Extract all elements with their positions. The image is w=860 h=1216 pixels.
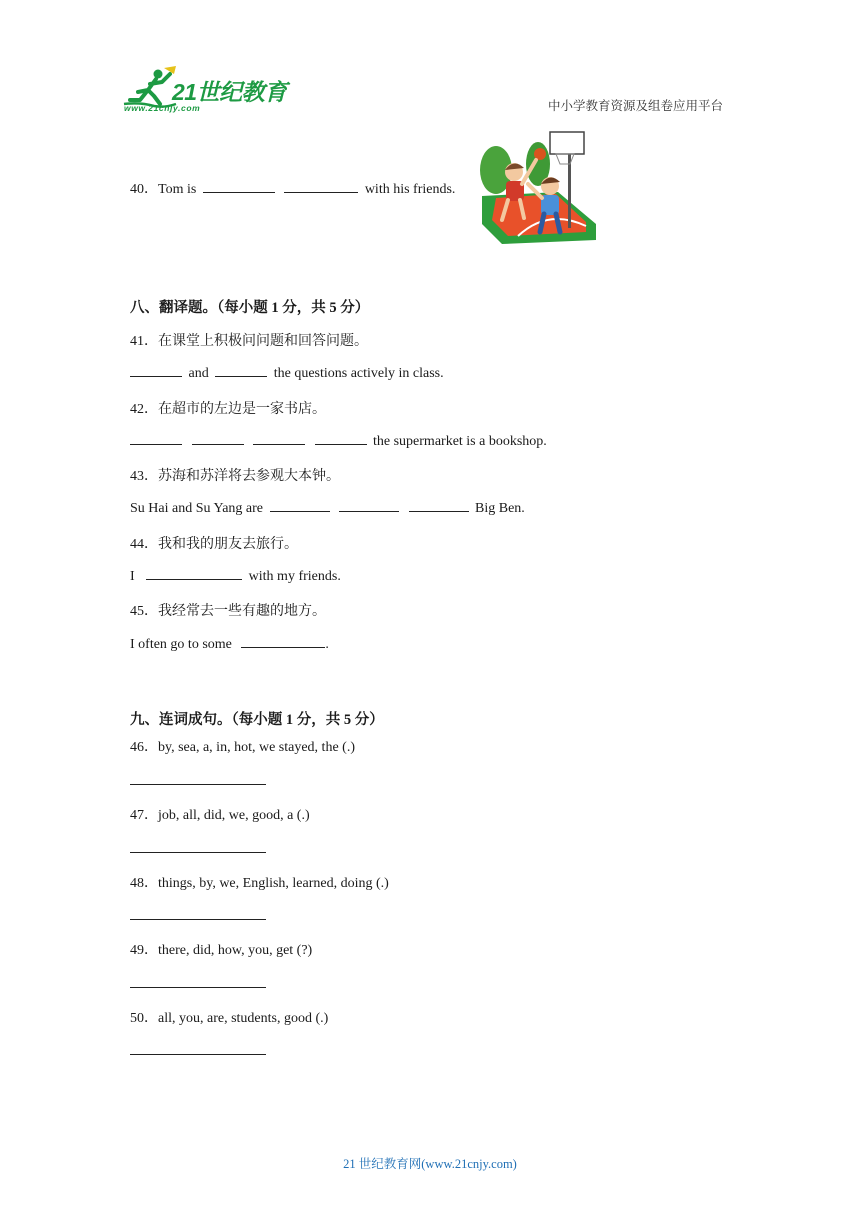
- question-45-prompt: [130, 600, 326, 620]
- english-text: and: [188, 366, 209, 381]
- word-list: job, all, did, we, good, a (.): [158, 808, 310, 823]
- answer-blank[interactable]: [315, 432, 367, 445]
- question-49: [130, 939, 312, 959]
- boys-playing-basketball-icon: [478, 128, 600, 246]
- question-text: Tom is: [158, 182, 197, 197]
- answer-blank[interactable]: [253, 432, 305, 445]
- question-44-answer: [130, 567, 341, 585]
- answer-line[interactable]: [130, 784, 266, 785]
- logo-name: 21世纪教育: [172, 79, 287, 105]
- question-48: [130, 872, 389, 892]
- answer-blank[interactable]: [130, 364, 182, 377]
- chinese-sentence: 我和我的朋友去旅行。: [158, 537, 298, 552]
- answer-line[interactable]: [130, 852, 266, 853]
- question-47: [130, 804, 310, 824]
- english-text: .: [325, 637, 329, 652]
- question-45-answer: [130, 635, 329, 653]
- question-50: [130, 1007, 328, 1027]
- section-8-title: 八、翻译题。（每小题 1 分，共 5 分）: [130, 300, 370, 316]
- question-44-prompt: [130, 533, 298, 553]
- section-9-title: 九、连词成句。（每小题 1 分，共 5 分）: [130, 712, 384, 728]
- question-number: 43．: [130, 469, 158, 484]
- question-43-prompt: [130, 465, 340, 485]
- site-logo: [120, 66, 295, 118]
- answer-blank[interactable]: [203, 180, 275, 193]
- header-tagline: 中小学教育资源及组卷应用平台: [548, 99, 724, 113]
- word-list: things, by, we, English, learned, doing (.): [158, 876, 389, 891]
- footer-text[interactable]: 21 世纪教育网(www.21cnjy.com): [343, 1157, 517, 1171]
- logo-url: www.21cnjy.com: [124, 103, 201, 113]
- chinese-sentence: 苏海和苏洋将去参观大本钟。: [158, 469, 340, 484]
- chinese-sentence: 我经常去一些有趣的地方。: [158, 604, 326, 619]
- answer-blank[interactable]: [146, 567, 242, 580]
- basketball-illustration: [478, 128, 600, 246]
- question-46: [130, 736, 355, 756]
- question-number: 46．: [130, 740, 158, 755]
- question-41-answer: [130, 364, 444, 382]
- question-number: 42．: [130, 402, 158, 417]
- english-text: Big Ben.: [475, 501, 525, 516]
- question-number: 44．: [130, 537, 158, 552]
- answer-blank[interactable]: [241, 635, 325, 648]
- word-list: all, you, are, students, good (.): [158, 1011, 329, 1026]
- chinese-sentence: 在课堂上积极问问题和回答问题。: [158, 334, 368, 349]
- question-number: 40．: [130, 182, 158, 197]
- question-number: 48．: [130, 876, 158, 891]
- answer-line[interactable]: [130, 919, 266, 920]
- question-40: [130, 178, 455, 198]
- answer-blank[interactable]: [409, 499, 469, 512]
- word-list: there, did, how, you, get (?): [158, 943, 313, 958]
- answer-blank[interactable]: [192, 432, 244, 445]
- answer-blank[interactable]: [284, 180, 358, 193]
- question-number: 47．: [130, 808, 158, 823]
- english-text: the questions actively in class.: [273, 366, 444, 381]
- question-42-prompt: [130, 398, 326, 418]
- english-text: the supermarket is a bookshop.: [373, 434, 547, 449]
- answer-blank[interactable]: [130, 432, 182, 445]
- question-number: 41．: [130, 334, 158, 349]
- word-list: by, sea, a, in, hot, we stayed, the (.): [158, 740, 355, 755]
- answer-line[interactable]: [130, 1054, 266, 1055]
- question-42-answer: [130, 432, 547, 450]
- question-text: with his friends.: [364, 182, 456, 197]
- answer-blank[interactable]: [339, 499, 399, 512]
- english-text: with my friends.: [248, 569, 341, 584]
- question-41-prompt: [130, 330, 368, 350]
- answer-blank[interactable]: [215, 364, 267, 377]
- english-text: I: [130, 569, 135, 584]
- question-number: 50．: [130, 1011, 158, 1026]
- question-43-answer: [130, 499, 525, 517]
- question-number: 49．: [130, 943, 158, 958]
- answer-blank[interactable]: [270, 499, 330, 512]
- answer-line[interactable]: [130, 987, 266, 988]
- english-text: Su Hai and Su Yang are: [130, 501, 263, 516]
- question-number: 45．: [130, 604, 158, 619]
- chinese-sentence: 在超市的左边是一家书店。: [158, 402, 326, 417]
- english-text: I often go to some: [130, 637, 232, 652]
